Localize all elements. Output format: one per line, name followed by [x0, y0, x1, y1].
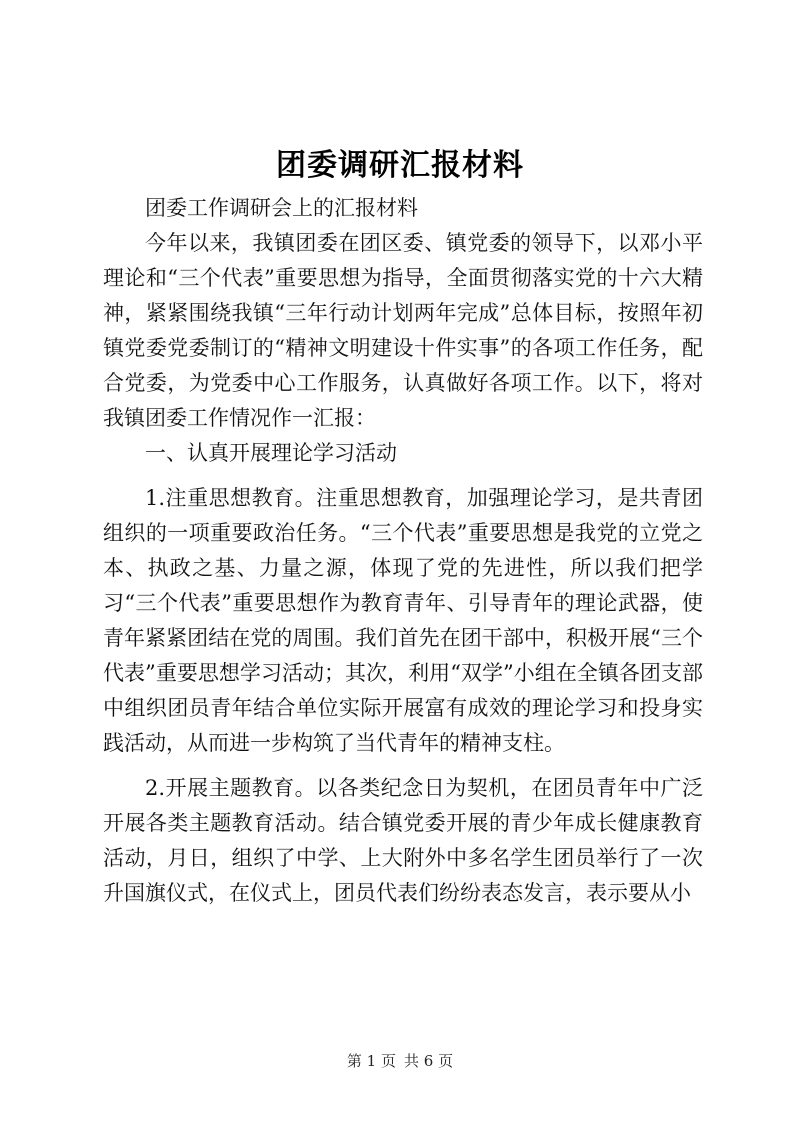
document-body: [103, 191, 703, 911]
section-heading: 一、认真开展理论学习活动: [145, 441, 397, 465]
page-footer: [0, 1050, 800, 1071]
document-subtitle: 团委工作调研会上的汇报材料: [145, 196, 418, 220]
page-total: 共 6 页: [404, 1052, 454, 1070]
paragraph-intro: 今年以来，我镇团委在团区委、镇党委的领导下，以邓小平理论和“三个代表”重要思想为指导，全面贯彻落实党的十六大精神，紧紧围绕我镇“三年行动计划两年完成”总体目标，按照年初镇党委党委制订的“精神文明建设十件实事”的各项工作任务，配合党委，为党委中心工作服务，认真做好各项工作。以下，将对我镇团委工作情况作一汇报：: [103, 231, 703, 430]
paragraph-item-2: 2.开展主题教育。以各类纪念日为契机，在团员青年中广泛开展各类主题教育活动。结合镇党委开展的青少年成长健康教育活动，月日，组织了中学、上大附外中多名学生团员举行了一次升国旗仪式，在仪式上，团员代表们纷纷表态发言，表示要从小: [103, 776, 703, 905]
page-number: 第 1 页: [346, 1052, 396, 1070]
document-title: 团委调研汇报材料: [276, 148, 524, 183]
paragraph-item-1: 1.注重思想教育。注重思想教育，加强理论学习，是共青团组织的一项重要政治任务。“三个代表”重要思想是我党的立党之本、执政之基、力量之源，体现了党的先进性，所以我们把学习“三个代表”重要思想作为教育青年、引导青年的理论武器，使青年紧紧团结在党的周围。我们首先在团干部中，积极开展“三个代表”重要思想学习活动；其次，利用“双学”小组在全镇各团支部中组织团员青年结合单位实际开展富有成效的理论学习和投身实践活动，从而进一步构筑了当代青年的精神支柱。: [103, 486, 703, 755]
